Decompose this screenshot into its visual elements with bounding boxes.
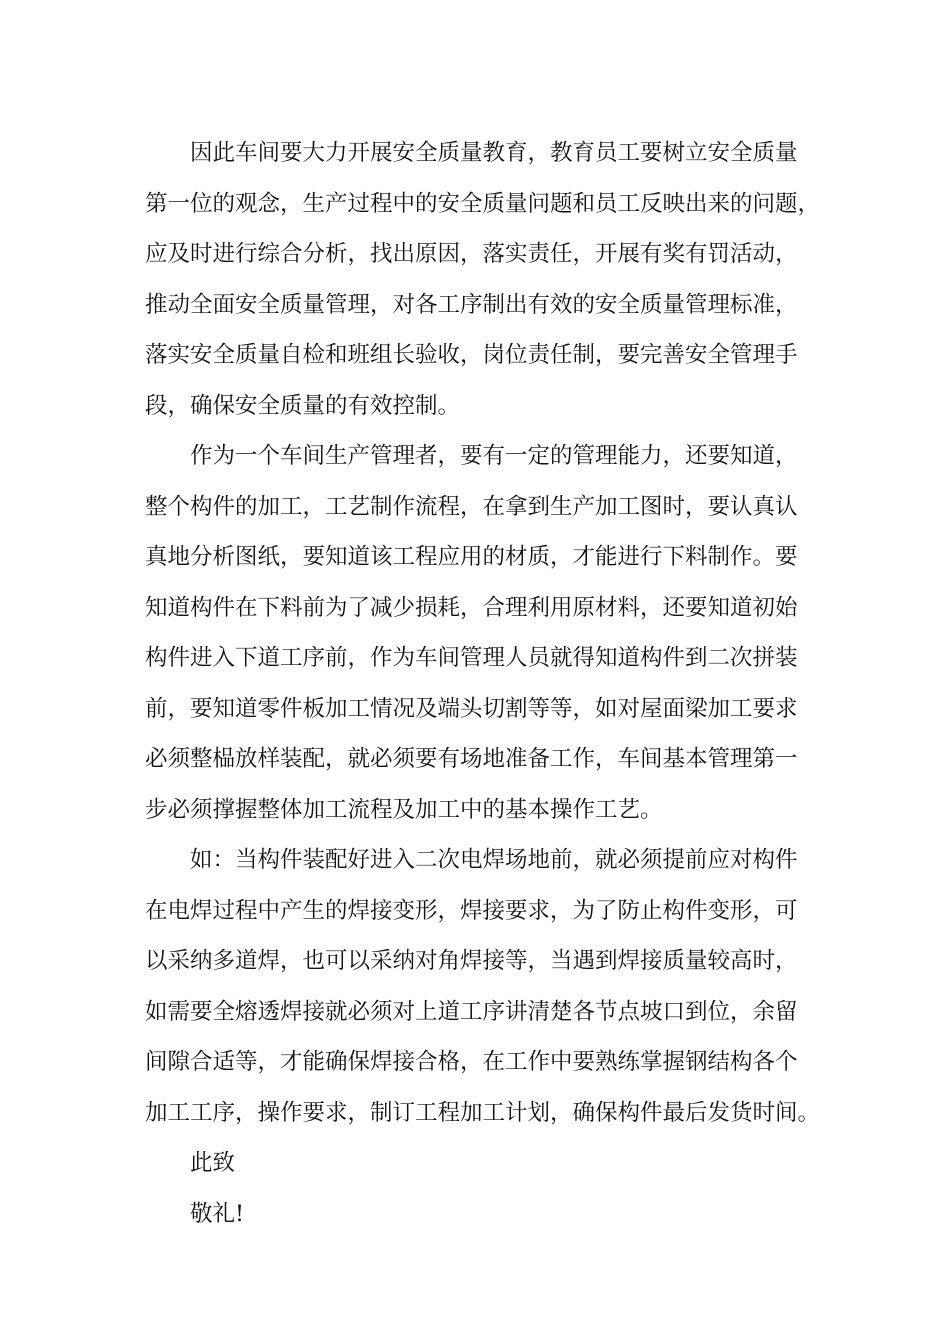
text-line: 推动全面安全质量管理，对各工序制出有效的安全质量管理标准， — [145, 291, 798, 318]
text-line: 段，确保安全质量的有效控制。 — [145, 392, 461, 419]
text-line: 真地分析图纸，要知道该工程应用的材质，才能进行下料制作。要 — [145, 544, 798, 570]
document-body — [145, 128, 825, 1239]
text-line: 以采纳多道焊，也可以采纳对角焊接等，当遇到焊接质量较高时， — [145, 948, 798, 974]
text-line: 步必须撑握整体加工流程及加工中的基本操作工艺。 — [145, 796, 663, 823]
text-line: 间隙合适等，才能确保焊接合格，在工作中要熟练掌握钢结构各个 — [145, 1049, 798, 1075]
text-line: 前，要知道零件板加工情况及端头切割等等，如对屋面梁加工要求 — [145, 695, 798, 722]
text-line: 必须整榀放样装配，就必须要有场地准备工作，车间基本管理第一 — [145, 746, 798, 772]
text-line: 应及时进行综合分析，找出原因，落实责任，开展有奖有罚活动， — [145, 241, 798, 267]
text-line: 构件进入下道工序前，作为车间管理人员就得知道构件到二次拼装 — [145, 645, 798, 671]
text-line: 知道构件在下料前为了减少损耗，合理利用原材料，还要知道初始 — [145, 594, 798, 621]
text-line: 落实安全质量自检和班组长验收，岗位责任制，要完善安全管理手 — [145, 342, 798, 368]
closing-regards: 敬礼! — [190, 1200, 245, 1227]
text-line: 加工工序，操作要求，制订工程加工计划，确保构件最后发货时间。 — [145, 1099, 821, 1126]
closing-salutation: 此致 — [190, 1150, 236, 1176]
text-line: 第一位的观念，生产过程中的安全质量问题和员工反映出来的问题， — [145, 190, 821, 217]
text-line: 整个构件的加工，工艺制作流程，在拿到生产加工图时，要认真认 — [145, 493, 798, 520]
text-line: 如：当构件装配好进入二次电焊场地前，就必须提前应对构件 — [190, 847, 798, 873]
text-line: 在电焊过程中产生的焊接变形，焊接要求，为了防止构件变形，可 — [145, 897, 798, 924]
text-line: 因此车间要大力开展安全质量教育，教育员工要树立安全质量 — [190, 140, 798, 166]
text-line: 如需要全熔透焊接就必须对上道工序讲清楚各节点坡口到位，余留 — [145, 998, 798, 1025]
text-line: 作为一个车间生产管理者，要有一定的管理能力，还要知道， — [190, 443, 798, 469]
